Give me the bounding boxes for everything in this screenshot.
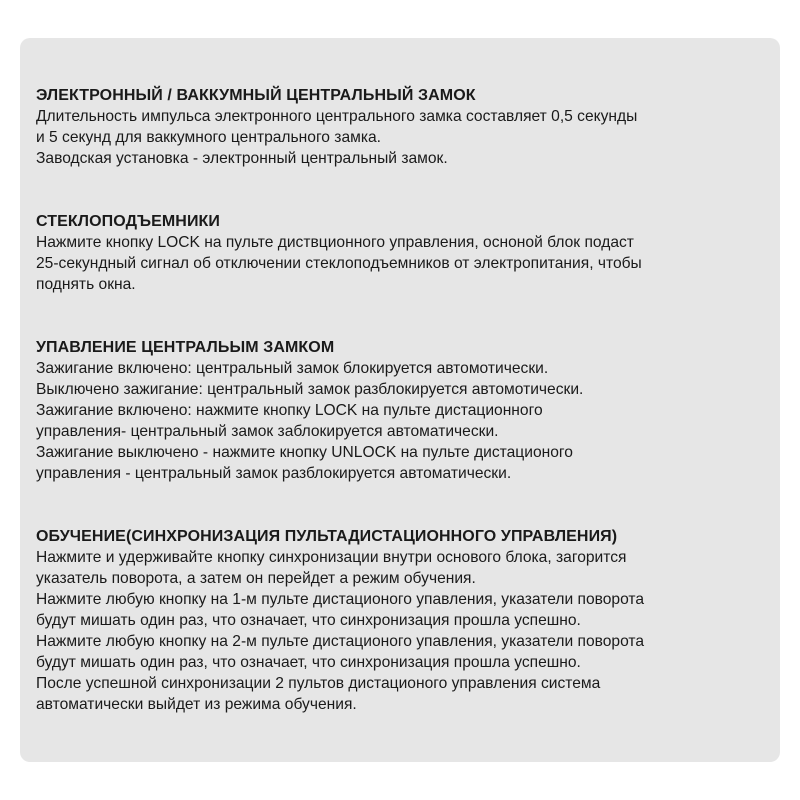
section-heading: ОБУЧЕНИЕ(СИНХРОНИЗАЦИЯ ПУЛЬТАДИСТАЦИОННОГО УПРАВЛЕНИЯ) [36,528,618,545]
section-text-line: После успешной синхронизации 2 пультов дистационого управления система [36,675,601,692]
section-heading: УПАВЛЕНИЕ ЦЕНТРАЛЬЫМ ЗАМКОМ [36,339,335,356]
section-remote-sync [36,526,766,715]
section-heading: СТЕКЛОПОДЪЕМНИКИ [36,213,221,230]
section-text-line: Нажмите кнопку LOCK на пульте диствционного управления, осноной блок подаст [36,234,634,251]
section-text-line: Выключено зажигание: центральный замок разблокируется автомотически. [36,381,584,398]
section-text-line: управления - центральный замок разблокируется автоматически. [36,465,512,482]
section-text-line: автоматически выйдет из режима обучения. [36,696,357,713]
section-central-lock-control [36,337,766,484]
section-text-line: Заводская установка - электронный центральный замок. [36,150,448,167]
section-text-line: Нажмите любую кнопку на 2-м пульте дистационого упавления, указатели поворота [36,633,645,650]
section-text-line: Нажмите любую кнопку на 1-м пульте дистационого упавления, указатели поворота [36,591,645,608]
section-text-line: Зажигание выключено - нажмите кнопку UNLOCK на пульте дистационого [36,444,573,461]
section-text-line: и 5 секунд для ваккумного центрального замка. [36,129,382,146]
section-text-line: управления- центральный замок заблокируется автоматически. [36,423,499,440]
section-text-line: 25-секундный сигнал об отключении стеклоподъемников от электропитания, чтобы [36,255,642,272]
section-heading: ЭЛЕКТРОННЫЙ / ВАККУМНЫЙ ЦЕНТРАЛЬНЫЙ ЗАМОК [36,87,476,104]
instructions-panel [20,38,780,762]
section-text-line: будут мишать один раз, что означает, что синхронизация прошла успешно. [36,654,581,671]
section-window-lifters [36,211,766,295]
section-text-line: будут мишать один раз, что означает, что синхронизация прошла успешно. [36,612,581,629]
section-text-line: Длительность импульса электронного центрального замка составляет 0,5 секунды [36,108,638,125]
section-text-line: Зажигание включено: центральный замок блокируется автомотически. [36,360,549,377]
section-electronic-lock [36,85,766,169]
section-text-line: Зажигание включено: нажмите кнопку LOCK на пульте дистационного [36,402,543,419]
section-text-line: поднять окна. [36,276,136,293]
section-text-line: Нажмите и удерживайте кнопку синхронизации внутри основого блока, загорится [36,549,627,566]
section-text-line: указатель поворота, а затем он перейдет а режим обучения. [36,570,476,587]
